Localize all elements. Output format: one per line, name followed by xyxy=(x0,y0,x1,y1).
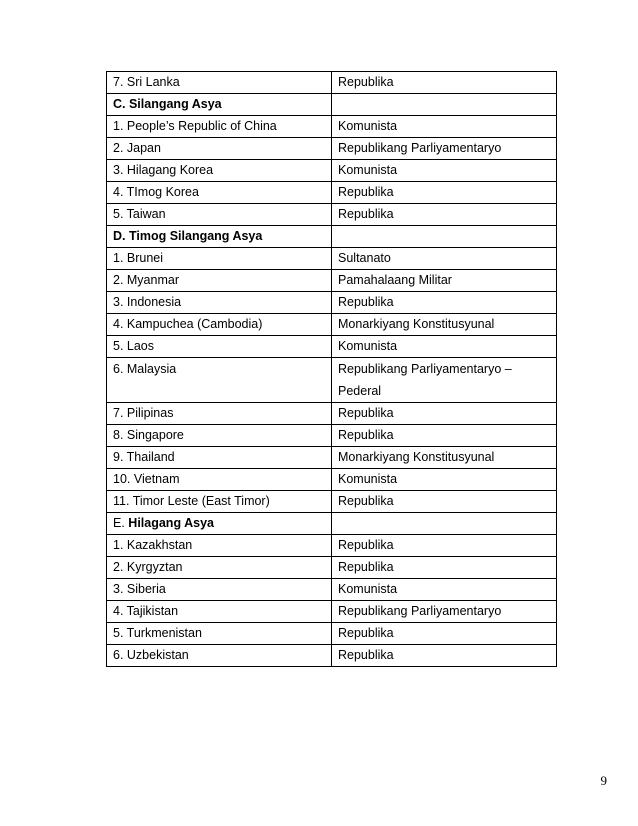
table-row xyxy=(107,491,557,513)
section-header-row xyxy=(107,513,557,535)
government-cell: Sultanato xyxy=(332,248,557,270)
country-cell: 3. Indonesia xyxy=(107,292,332,314)
government-cell: Republikang Parliyamentaryo xyxy=(332,601,557,623)
table-row xyxy=(107,138,557,160)
government-cell: Republika xyxy=(332,403,557,425)
table-row xyxy=(107,336,557,358)
country-cell: 6. Uzbekistan xyxy=(107,645,332,667)
region-heading-label: Hilagang Asya xyxy=(128,516,214,530)
country-cell: 5. Laos xyxy=(107,336,332,358)
table-row xyxy=(107,623,557,645)
government-cell: Republikang Parliyamentaryo – Pederal xyxy=(332,358,557,403)
country-cell: 1. Kazakhstan xyxy=(107,535,332,557)
table-row xyxy=(107,72,557,94)
country-cell: 3. Siberia xyxy=(107,579,332,601)
section-header-row xyxy=(107,226,557,248)
country-cell: 2. Myanmar xyxy=(107,270,332,292)
region-heading-cell: D. Timog Silangang Asya xyxy=(107,226,332,248)
government-cell: Komunista xyxy=(332,116,557,138)
country-cell: 4. Tajikistan xyxy=(107,601,332,623)
table-row xyxy=(107,469,557,491)
government-cell xyxy=(332,226,557,248)
table-row xyxy=(107,160,557,182)
government-cell: Monarkiyang Konstitusyunal xyxy=(332,447,557,469)
country-cell: 11. Timor Leste (East Timor) xyxy=(107,491,332,513)
table-row xyxy=(107,182,557,204)
table-row xyxy=(107,645,557,667)
table-row xyxy=(107,358,557,403)
government-cell: Republika xyxy=(332,72,557,94)
table-row xyxy=(107,116,557,138)
government-cell xyxy=(332,94,557,116)
country-cell: 5. Turkmenistan xyxy=(107,623,332,645)
country-cell: 4. Kampuchea (Cambodia) xyxy=(107,314,332,336)
government-cell: Republika xyxy=(332,491,557,513)
country-cell: 10. Vietnam xyxy=(107,469,332,491)
government-cell: Republika xyxy=(332,535,557,557)
government-table-body xyxy=(107,72,557,667)
government-cell: Pamahalaang Militar xyxy=(332,270,557,292)
government-cell: Republikang Parliyamentaryo xyxy=(332,138,557,160)
page-number: 9 xyxy=(600,773,607,788)
government-cell: Republika xyxy=(332,425,557,447)
country-cell: 8. Singapore xyxy=(107,425,332,447)
country-cell: 5. Taiwan xyxy=(107,204,332,226)
country-cell: 3. Hilagang Korea xyxy=(107,160,332,182)
government-cell: Republika xyxy=(332,204,557,226)
country-cell: 6. Malaysia xyxy=(107,358,332,403)
region-heading-cell xyxy=(107,513,332,535)
country-cell: 7. Pilipinas xyxy=(107,403,332,425)
table-row xyxy=(107,248,557,270)
region-heading-cell: C. Silangang Asya xyxy=(107,94,332,116)
government-cell: Komunista xyxy=(332,336,557,358)
country-cell: 1. Brunei xyxy=(107,248,332,270)
table-row xyxy=(107,403,557,425)
government-cell: Komunista xyxy=(332,469,557,491)
government-cell: Komunista xyxy=(332,160,557,182)
country-cell: 7. Sri Lanka xyxy=(107,72,332,94)
table-row xyxy=(107,601,557,623)
government-cell: Komunista xyxy=(332,579,557,601)
table-row xyxy=(107,579,557,601)
country-cell: 2. Kyrgyztan xyxy=(107,557,332,579)
government-cell: Republika xyxy=(332,182,557,204)
government-table xyxy=(106,71,557,667)
region-heading-prefix: E. xyxy=(113,516,129,530)
government-cell: Republika xyxy=(332,645,557,667)
table-row xyxy=(107,204,557,226)
government-cell xyxy=(332,513,557,535)
country-cell: 2. Japan xyxy=(107,138,332,160)
table-row xyxy=(107,425,557,447)
table-row xyxy=(107,314,557,336)
country-cell: 4. TImog Korea xyxy=(107,182,332,204)
government-cell: Republika xyxy=(332,292,557,314)
government-cell: Republika xyxy=(332,557,557,579)
table-row xyxy=(107,447,557,469)
government-cell: Republika xyxy=(332,623,557,645)
table-row xyxy=(107,535,557,557)
table-row xyxy=(107,557,557,579)
table-row xyxy=(107,270,557,292)
table-row xyxy=(107,292,557,314)
country-cell: 1. People’s Republic of China xyxy=(107,116,332,138)
section-header-row xyxy=(107,94,557,116)
country-cell: 9. Thailand xyxy=(107,447,332,469)
government-cell: Monarkiyang Konstitusyunal xyxy=(332,314,557,336)
